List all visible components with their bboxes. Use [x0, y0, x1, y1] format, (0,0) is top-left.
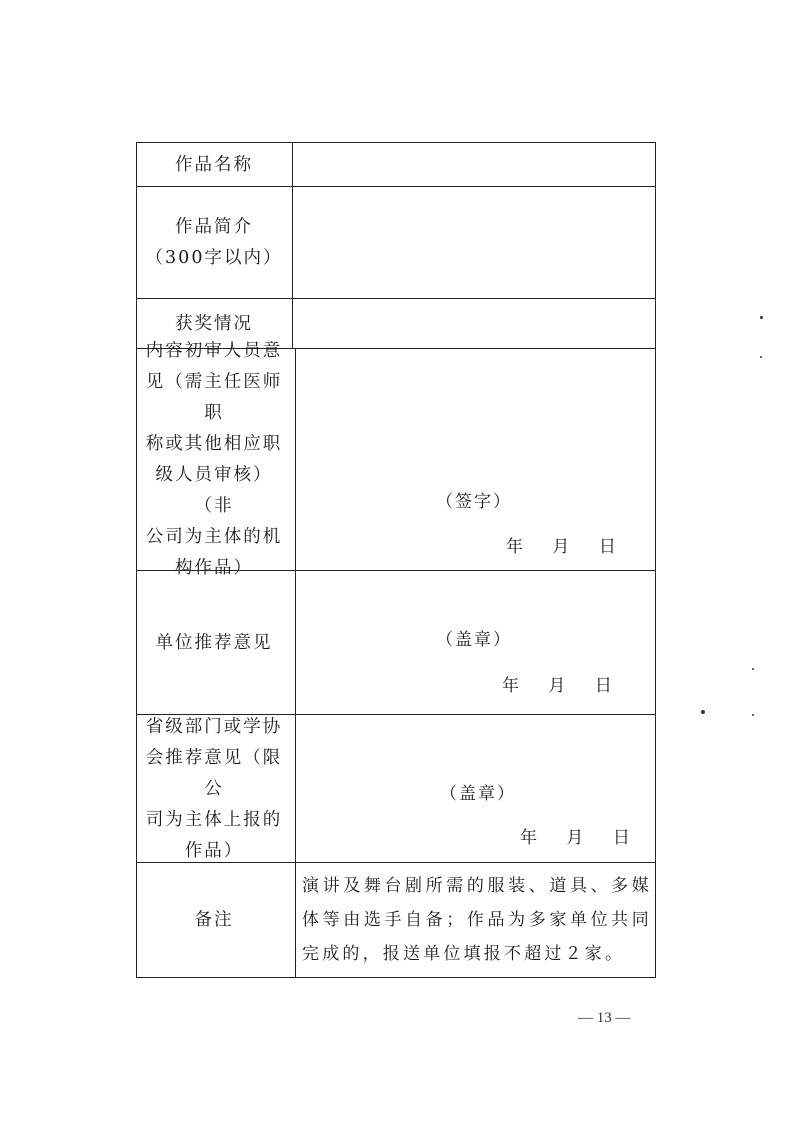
- stamp-placeholder: （盖章）: [436, 630, 512, 650]
- provincial-label-line: 作品）: [184, 840, 244, 861]
- date-month: 月: [548, 676, 566, 696]
- review-date-line: [506, 532, 616, 557]
- date-year: 年: [520, 828, 537, 848]
- provincial-label-line: 省级部门或学协: [145, 716, 283, 737]
- content-review-label: [136, 341, 292, 578]
- summary-label-main: 作品简介: [175, 217, 253, 237]
- row-work-title: [136, 142, 656, 187]
- unit-date-line: [502, 671, 612, 696]
- signature-placeholder: （签字）: [436, 492, 512, 512]
- date-month: 月: [566, 828, 584, 848]
- date-day: 日: [598, 537, 616, 557]
- remarks-label: 备注: [194, 909, 234, 930]
- date-year: 年: [506, 537, 523, 557]
- column-divider: [295, 863, 296, 977]
- date-day: 日: [612, 828, 630, 848]
- date-month: 月: [552, 537, 570, 557]
- column-divider: [295, 349, 296, 571]
- review-label-line: 称或其他相应职: [145, 434, 283, 454]
- provincial-label-line: 会推荐意见（限公: [145, 747, 283, 799]
- row-remarks: [136, 862, 656, 978]
- review-label-line: 级人员审核）（非: [155, 465, 273, 516]
- review-label-line: 见（需主任医师职: [145, 372, 283, 423]
- page-number: — 13 —: [578, 1010, 631, 1026]
- provincial-date-line: [520, 823, 630, 848]
- review-label-line: 公司为主体的机: [145, 527, 283, 547]
- stamp-placeholder: （盖章）: [440, 784, 516, 804]
- row-provincial-recommendation: [136, 714, 656, 863]
- review-label-line: 内容初审人员意: [145, 341, 283, 361]
- provincial-recommendation-label: [136, 715, 292, 863]
- application-form-table: [136, 142, 656, 978]
- column-divider: [295, 715, 296, 863]
- scan-speck: [760, 356, 762, 358]
- work-title-label: 作品名称: [175, 154, 253, 175]
- row-work-summary: [136, 186, 656, 299]
- column-divider: [292, 299, 293, 349]
- row-content-review: [136, 341, 656, 578]
- scan-speck: [752, 714, 754, 716]
- work-summary-label: [136, 187, 292, 299]
- unit-recommendation-label: 单位推荐意见: [155, 632, 273, 653]
- awards-label: 获奖情况: [175, 313, 253, 334]
- remarks-text: 演讲及舞台剧所需的服装、道具、多媒体等由选手自备；作品为多家单位共同完成的，报送单位填报不超过２家。: [302, 876, 652, 964]
- scan-speck: [752, 668, 754, 670]
- row-unit-recommendation: [136, 570, 656, 715]
- date-day: 日: [594, 676, 612, 696]
- scan-speck: [760, 316, 763, 319]
- summary-label-limit: （300字以内）: [145, 248, 283, 268]
- column-divider: [295, 571, 296, 715]
- column-divider: [292, 143, 293, 187]
- date-year: 年: [502, 676, 519, 696]
- column-divider: [292, 187, 293, 299]
- review-label-line: 构作品）: [175, 558, 253, 578]
- scan-speck: [701, 710, 705, 714]
- provincial-label-line: 司为主体上报的: [145, 809, 283, 830]
